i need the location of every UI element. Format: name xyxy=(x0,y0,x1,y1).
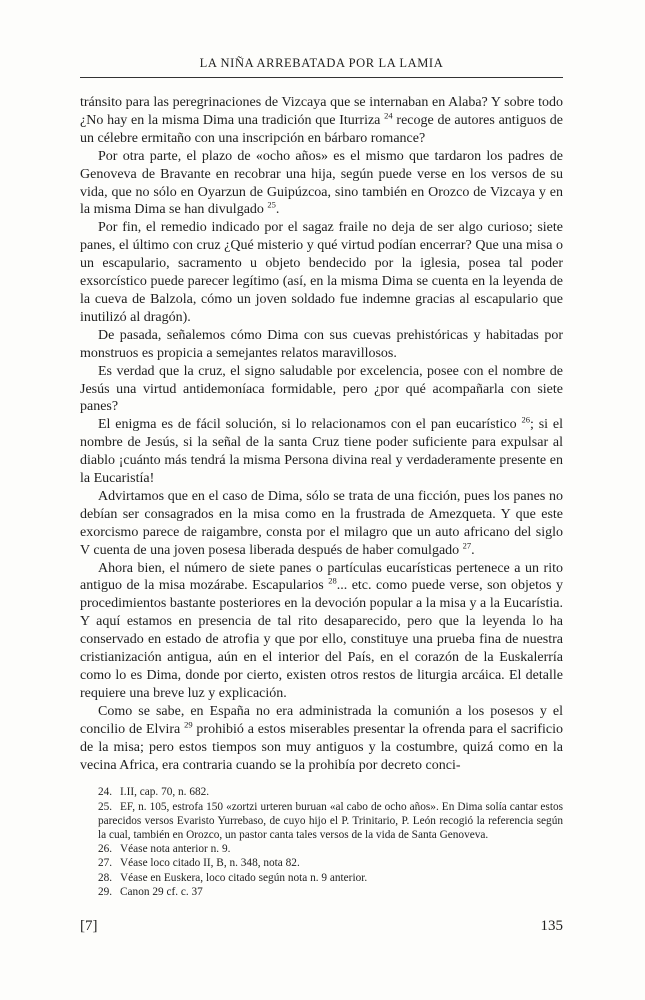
paragraph-text: tránsito para las peregrinaciones de Vizcaya que se internaban en Alaba? Y sobre todo ¿No hay en la misma Dima una tradición que Iturriza xyxy=(80,95,563,128)
footnote xyxy=(80,885,563,899)
body-paragraph xyxy=(80,363,563,417)
paragraph-text: Ahora bien, el número de siete panes o partículas eucarísticas pertenece a un rito antiguo de la misa mozárabe. Escapularios xyxy=(80,560,563,594)
body-paragraph xyxy=(80,219,563,326)
footnote xyxy=(80,842,563,856)
body-paragraph xyxy=(80,703,563,775)
footnote-text: Véase en Euskera, loco citado según nota n. 9 anterior. xyxy=(120,871,368,884)
footnote-ref: 24 xyxy=(384,110,393,121)
paragraph-text: Por fin, el remedio indicado por el sagaz fraile no deja de ser algo curioso; siete panes, el último con cruz ¿Qué misterio y qué virtud podían encerrar? Que una misa o un escapulario, sacramento u objeto bendecido por la iglesia, posea tal poder exsorcístico puede parecer legítimo (así, en la misma Dima se cuenta en la leyenda de la cueva de Balzola, cómo un joven soldado fue indemne gracias al escapulario que inutilizó al dragón). xyxy=(80,220,563,325)
paragraph-text: Advirtamos que en el caso de Dima, sólo se trata de una ficción, pues los panes no debían ser consagrados en la misa como en la frustrada de Amezqueta. Y que este exorcismo parece de raigambre, consta por el milagro que un auto africano del siglo V cuenta de una joven posesa liberada después de haber comulgado xyxy=(80,488,563,558)
footnote-number: 25. xyxy=(98,800,113,813)
page-number: 135 xyxy=(540,918,563,934)
page xyxy=(80,56,563,899)
paragraph-text: Es verdad que la cruz, el signo saludable por excelencia, posee con el nombre de Jesús una virtud antidemoníaca formidable, pero ¿por qué acompañarla con siete panes? xyxy=(80,363,563,415)
paragraph-text: . xyxy=(275,202,280,218)
chapter-number: [7] xyxy=(80,918,98,934)
footnote xyxy=(80,871,563,885)
footnote-text: I.II, cap. 70, n. 682. xyxy=(120,786,210,799)
footnote-text: Véase loco citado II, B, n. 348, nota 82. xyxy=(120,857,300,870)
paragraph-text: ; si el nombre de Jesús, si la señal de la santa Cruz tiene poder suficiente para expulsar al diablo ¡cuánto más tendrá la misma Persona divina real y verdaderamente presente en la Eucaristía! xyxy=(80,417,563,487)
paragraph-text: Como se sabe, en España no era administrada la comunión a los posesos y el concilio de Elvira xyxy=(80,703,563,737)
footnote-ref: 25 xyxy=(267,199,276,210)
paragraph-text: De pasada, señalemos cómo Dima con sus cuevas prehistóricas y habitadas por monstruos es propicia a semejantes relatos maravillosos. xyxy=(80,327,563,361)
paragraph-text: . xyxy=(471,542,475,558)
footnote-number: 26. xyxy=(98,843,113,856)
footnote xyxy=(80,856,563,870)
paragraph-text: ... etc. como puede verse, son objetos y procedimientos bastante posteriores en la devoción popular a la misa y a la Eucarístia. Y aquí estamos en presencia de tal rito desaparecido, pero que la leyenda lo ha conservado en estado de atrofia y que por ello, constituye una prueba fina de nuestra cristianización antigua, aún en el interior del País, en el corazón de la Euskalerría como lo es Dima, donde por cierto, existen otros restos de liturgia arcáica. El detalle requiere una breve luz y explicación. xyxy=(80,578,563,701)
body-paragraph xyxy=(80,148,563,220)
body-paragraph xyxy=(80,560,563,703)
footnotes xyxy=(80,785,563,899)
paragraph-text: El enigma es de fácil solución, si lo relacionamos con el pan eucarístico xyxy=(98,417,522,433)
footnote-text: Canon 29 cf. c. 37 xyxy=(120,885,203,898)
body-paragraph xyxy=(80,416,563,488)
paragraph-text: prohibió a estos miserables presentar la ofrenda para el sacrificio de la misa; pero estos tiempos son muy antiguos y la costumbre, quizá como en la vecina Africa, era contraria cuando se la prohibía por decreto conci- xyxy=(80,721,563,773)
footnote-number: 27. xyxy=(98,857,113,870)
body-paragraph xyxy=(80,94,563,148)
footnote xyxy=(80,800,563,843)
footnote xyxy=(80,785,563,799)
footnote-number: 29. xyxy=(98,885,113,898)
body-paragraph xyxy=(80,327,563,363)
paragraph-text: Por otra parte, el plazo de «ocho años» es el mismo que tardaron los padres de Genoveva de Bravante en recobrar una hija, según puede verse en los versos de su vida, que no sólo en Oyarzun de Guipúzcoa, sino también en Orozco de Vizcaya y en la misma Dima se han divulgado xyxy=(80,148,563,218)
running-head: LA NIÑA ARREBATADA POR LA LAMIA xyxy=(80,56,563,78)
paragraph-text: recoge de autores antiguos de un célebre ermitaño con una inscripción en bárbaro romance? xyxy=(80,112,563,146)
footnote-text: EF, n. 105, estrofa 150 «zortzi urteren buruan «al cabo de ocho años». En Dima solía cantar estos parecidos versos Evaristo Yurrebaso, de cuyo hijo el P. Trinitario, P. León recogió la referencia según la cual, también en Orozco, un pastor canta tales versos de la vida de Santa Genoveva. xyxy=(98,800,563,842)
footnote-ref: 29 xyxy=(184,719,193,730)
footnote-text: Véase nota anterior n. 9. xyxy=(120,843,231,856)
footnote-ref: 27 xyxy=(462,540,472,550)
body-paragraph xyxy=(80,488,563,560)
footnote-ref: 28 xyxy=(328,575,337,586)
body-text xyxy=(80,94,563,774)
footnote-number: 28. xyxy=(98,871,113,884)
footnote-ref: 26 xyxy=(521,414,530,425)
footnote-number: 24. xyxy=(98,786,113,799)
